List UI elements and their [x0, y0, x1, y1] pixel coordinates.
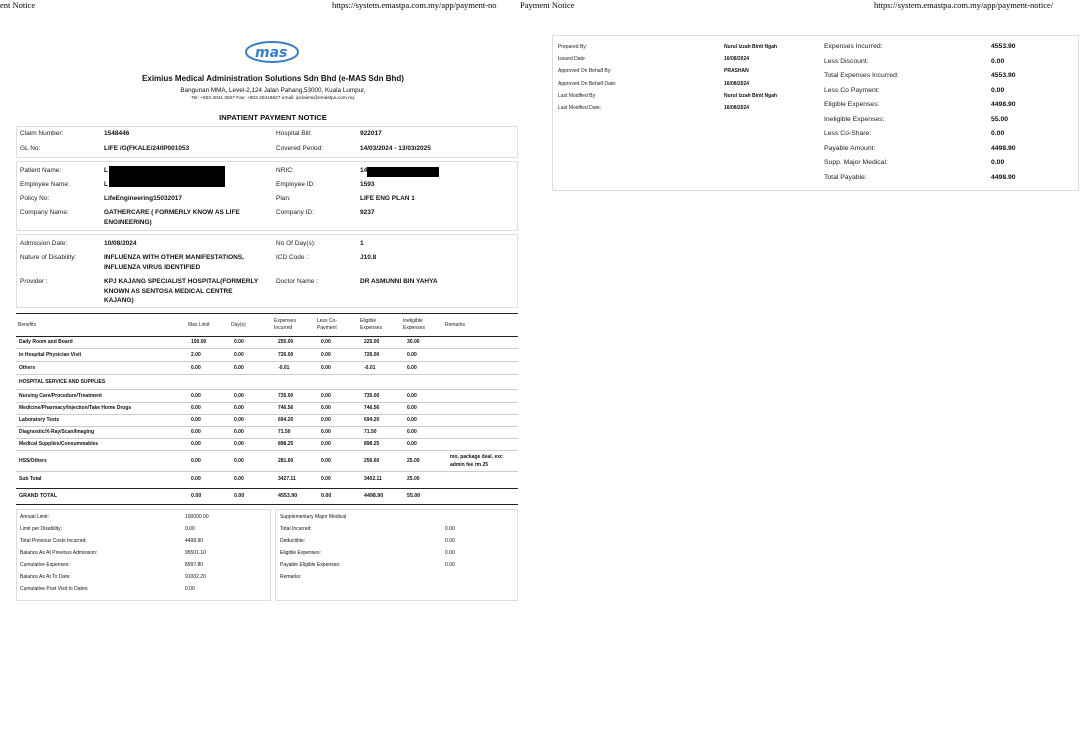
days-value: 0.00 [234, 352, 244, 358]
company-name-line-1: GATHERCARE ( FORMERLY KNOW AS LIFE [104, 209, 240, 216]
benefits-table [16, 313, 518, 505]
ineligible-expenses: 0.00 [407, 429, 417, 435]
left-page-title: ent Notice [0, 0, 36, 10]
disability-line-1: INFLUENZA WITH OTHER MANIFESTATIONS, [104, 254, 244, 261]
section-label: HOSPITAL SERVICE AND SUPPLIES [19, 379, 106, 385]
benefit-name: Diagnostic/X-Ray/Scan/Imaging [19, 429, 95, 435]
deductible-label: Deductible: [280, 538, 306, 544]
less-co-payment: 0.00 [321, 393, 331, 399]
limits-section [16, 509, 271, 601]
benefit-name: GRAND TOTAL [19, 493, 58, 499]
company-id-label: Company ID: [276, 209, 314, 216]
supplementary-section [275, 509, 518, 601]
benefit-name: Medical Supplies/Consummables [19, 441, 99, 447]
prepared-by: Nurul Izzah Binti Ngah [724, 44, 778, 50]
remarks-line-1: mo, package deal, exc [450, 454, 503, 460]
row-divider [16, 361, 518, 362]
ineligible-expenses: 0.00 [407, 417, 417, 423]
limit-disability-label: Limit per Disability: [20, 526, 62, 532]
gl-no: LIFE /G(FKALE/24/IP001053 [104, 145, 190, 152]
ineligible-expenses: 0.00 [407, 441, 417, 447]
nric-label: NRIC: [276, 167, 294, 174]
expenses-incurred: 694.20 [278, 417, 294, 423]
provider-label: Provider : [20, 278, 48, 285]
supp-major-label: Supp. Major Medical: [824, 159, 888, 166]
company-address: Bangunan MMA, Level-2,124 Jalan Pahang,53000, Kuala Lumpur, [180, 87, 366, 94]
post-visit-label: Cumulative Post Visit to Dates: [20, 586, 89, 592]
doctor-label: Doctor Name : [276, 278, 318, 285]
table-rule [16, 488, 518, 489]
days: 1 [360, 240, 364, 247]
cumulative-label: Cumulative Expenses: [20, 562, 70, 568]
right-page-title: Payment Notice [520, 0, 575, 10]
company-name-line-2: ENGINEERING) [104, 219, 152, 226]
approved-date: 16/08/2024 [724, 81, 750, 87]
limit-disability: 0.00 [185, 526, 195, 532]
issued-date-label: Issued Date: [558, 56, 587, 62]
benefit-name: Sub Total [19, 476, 42, 482]
days-value: 0.00 [234, 458, 244, 464]
max-limit: 0.00 [191, 476, 201, 482]
eligible-expenses: 4498.90 [364, 493, 384, 499]
payable-label: Payable Eligible Expenses: [280, 562, 341, 568]
max-limit: 0.00 [191, 458, 201, 464]
max-limit: 0.00 [191, 429, 201, 435]
claim-section [16, 126, 518, 158]
approved-by: PRASHAN [724, 68, 749, 74]
expenses-incurred: 255.00 [278, 339, 294, 345]
max-limit: 0.00 [191, 441, 201, 447]
max-limit: 0.00 [191, 365, 201, 371]
total-expenses-label: Total Expenses Incurred: [824, 72, 899, 79]
eligible-expenses: 256.60 [364, 458, 380, 464]
annual-limit: 100000.00 [185, 514, 209, 520]
col-remarks: Remarks [445, 322, 466, 328]
eligible-expenses: 898.25 [364, 441, 380, 447]
row-divider [16, 348, 518, 349]
employee-id-label: Employee ID: [276, 181, 316, 188]
policy-no: LifeEngineering15032017 [104, 195, 183, 202]
days-value: 0.00 [234, 417, 244, 423]
col-less-1: Less Co- [317, 318, 338, 324]
cumulative: 8997.80 [185, 562, 204, 568]
policy-no-label: Policy No: [20, 195, 50, 202]
less-co-payment: 0.00 [991, 87, 1005, 94]
benefit-name: Daily Room and Board [19, 339, 73, 345]
less-co-payment: 0.00 [321, 429, 331, 435]
payable-amount-label: Payable Amount: [824, 145, 876, 152]
days-value: 0.00 [234, 405, 244, 411]
less-co-payment: 0.00 [321, 405, 331, 411]
doctor-name: DR ASMUNNI BIN YAHYA [360, 278, 438, 285]
col-days: Day(s) [231, 322, 246, 328]
max-limit: 150.00 [191, 339, 207, 345]
company-contact: Tel: +603 4041 3627 Fax: +603 40418627 email: ipclaims@emastpa.com.my [191, 96, 355, 101]
max-limit: 0.00 [191, 393, 201, 399]
prev-costs-label: Total Previous Costs Incurred: [20, 538, 87, 544]
disability-line-2: INFLUENZA VIRUS IDENTIFIED [104, 264, 201, 271]
ineligible-expenses: 0.00 [407, 405, 417, 411]
eligible-expenses: 225.00 [364, 339, 380, 345]
expenses-incurred: 3427.11 [278, 476, 296, 482]
less-co-payment-label: Less Co Payment: [824, 87, 880, 94]
less-co-payment: 0.00 [321, 417, 331, 423]
less-discount: 0.00 [991, 58, 1005, 65]
provider-line-2: KNOWN AS SENTOSA MEDICAL CENTRE [104, 288, 233, 295]
total-payable: 4498.90 [991, 174, 1016, 181]
col-ineligible-2: Expenses [403, 325, 425, 331]
col-eligible-2: Expenses [360, 325, 382, 331]
eligible-expenses-label: Eligible Expenses: [824, 101, 880, 108]
plan: LIFE ENG PLAN 1 [360, 195, 415, 202]
days-value: 0.00 [234, 429, 244, 435]
ineligible-expenses: 30.00 [407, 339, 420, 345]
plan-label: Plan: [276, 195, 291, 202]
expenses-incurred: 281.60 [278, 458, 294, 464]
employee-name: L [104, 181, 108, 188]
eligible-expenses: 726.00 [364, 352, 380, 358]
days-value: 0.00 [234, 339, 244, 345]
balance-date-label: Balance As At To Date: [20, 574, 71, 580]
employee-name-label: Employee Name: [20, 181, 70, 188]
eligible-expenses: 694.20 [364, 417, 380, 423]
gl-no-label: GL No: [20, 145, 41, 152]
left-page-url: https://system.emastpa.com.my/app/payment-no [332, 0, 497, 10]
redaction-block [109, 166, 225, 187]
row-divider [16, 471, 518, 472]
admission-date-label: Admission Date: [20, 240, 68, 247]
expenses-incurred: 735.00 [278, 393, 294, 399]
icd-label: ICD Code : [276, 254, 309, 261]
table-rule [16, 313, 518, 314]
approval-summary-panel [552, 35, 1079, 191]
less-co-share-label: Less Co-Share: [824, 130, 872, 137]
patient-name: L [104, 167, 108, 174]
right-page-url: https://system.emastpa.com.my/app/payment-notice/ [874, 0, 1054, 10]
deductible: 0.00 [445, 538, 455, 544]
less-co-payment: 0.00 [321, 441, 331, 447]
ineligible-expenses: 55.00 [991, 116, 1009, 123]
expenses-incurred: 746.56 [278, 405, 294, 411]
eligible-label: Eligible Expenses: [280, 550, 321, 556]
less-co-payment: 0.00 [321, 365, 331, 371]
patient-section [16, 161, 518, 231]
eligible-expenses: 735.00 [364, 393, 380, 399]
col-max-limit: Max Limit [188, 322, 210, 328]
total-incurred-label: Total Incurred: [280, 526, 312, 532]
col-expenses-2: Incurred [274, 325, 293, 331]
less-co-payment: 0.00 [321, 458, 331, 464]
col-expenses-1: Expenses [274, 318, 296, 324]
less-co-payment: 0.00 [321, 476, 331, 482]
col-less-2: Payment [317, 325, 337, 331]
row-divider [16, 426, 518, 427]
prepared-by-label: Prepared By: [558, 44, 588, 50]
max-limit: 2.00 [191, 352, 201, 358]
covered-period-label: Covered Period: [276, 145, 323, 152]
post-visit: 0.00 [185, 586, 195, 592]
days-value: 0.00 [234, 441, 244, 447]
expenses-incurred: 726.00 [278, 352, 294, 358]
prev-costs: 4498.90 [185, 538, 204, 544]
approved-date-label: Approved On Behalf Date: [558, 81, 617, 87]
table-rule [16, 336, 518, 337]
max-limit: 0.00 [191, 417, 201, 423]
ineligible-expenses: 25.00 [407, 476, 420, 482]
modified-date: 16/08/2024 [724, 105, 750, 111]
col-benefits: Benefits [18, 322, 37, 328]
balance-prev: 95501.10 [185, 550, 206, 556]
emas-logo [244, 40, 300, 64]
company-id: 9237 [360, 209, 375, 216]
total-payable-label: Total Payable: [824, 174, 867, 181]
days-value: 0.00 [234, 493, 245, 499]
supp-major: 0.00 [991, 159, 1005, 166]
hospital-bill: 922017 [360, 130, 382, 137]
balance-prev-label: Balance As At Previous Admission: [20, 550, 98, 556]
redaction-block [367, 167, 439, 177]
days-value: 0.00 [234, 476, 244, 482]
claim-number-label: Claim Number: [20, 130, 64, 137]
col-ineligible-1: Ineligible [403, 318, 423, 324]
remarks-label: Remarks: [280, 574, 302, 580]
benefit-name: Medicine/Pharmacy/Injection/Take Home Drugs [19, 405, 132, 411]
nric: 14 [360, 167, 368, 174]
eligible: 0.00 [445, 550, 455, 556]
modified-by: Nurul Izzah Binti Ngah [724, 93, 778, 99]
ineligible-expenses: 0.00 [407, 393, 417, 399]
days-label: No Of Day(s): [276, 240, 316, 247]
max-limit: 0.00 [191, 405, 201, 411]
ineligible-expenses: 55.00 [407, 493, 421, 499]
expenses-incurred: 4553.90 [278, 493, 298, 499]
ineligible-expenses: 25.00 [407, 458, 420, 464]
issued-date: 16/08/2024 [724, 56, 750, 62]
expenses-incurred-label: Expenses Incurred: [824, 43, 883, 50]
less-co-share: 0.00 [991, 130, 1005, 137]
col-eligible-1: Eligible [360, 318, 377, 324]
total-incurred: 0.00 [445, 526, 455, 532]
less-co-payment: 0.00 [321, 339, 331, 345]
payable: 0.00 [445, 562, 455, 568]
eligible-expenses: 4498.90 [991, 101, 1016, 108]
row-divider [16, 374, 518, 375]
ineligible-expenses-label: Ineligible Expenses: [824, 116, 885, 123]
eligible-expenses: 3402.11 [364, 476, 382, 482]
balance-date: 91002.20 [185, 574, 206, 580]
less-co-payment: 0.00 [321, 493, 332, 499]
modified-by-label: Last Modified By: [558, 93, 597, 99]
eligible-expenses: -0.01 [364, 365, 376, 371]
benefit-name: In Hospital Physician Visit [19, 352, 82, 358]
benefit-name: Nursing Care/Procedure/Treatment [19, 393, 102, 399]
approved-by-label: Approved On Behalf By: [558, 68, 612, 74]
total-expenses: 4553.90 [991, 72, 1016, 79]
provider-line-3: KAJANG) [104, 297, 134, 304]
hospital-bill-label: Hospital Bill: [276, 130, 312, 137]
max-limit: 0.00 [191, 493, 202, 499]
employee-id: 1593 [360, 181, 375, 188]
less-discount-label: Less Discount: [824, 58, 869, 65]
expenses-incurred: 71.50 [278, 429, 291, 435]
admission-date: 10/08/2024 [104, 240, 137, 247]
patient-name-label: Patient Name: [20, 167, 62, 174]
ineligible-expenses: 0.00 [407, 352, 417, 358]
payable-amount: 4498.90 [991, 145, 1016, 152]
eligible-expenses: 71.50 [364, 429, 377, 435]
expenses-incurred: -0.01 [278, 365, 290, 371]
table-rule [16, 504, 518, 505]
admission-section [16, 234, 518, 308]
row-divider [16, 438, 518, 439]
eligible-expenses: 746.56 [364, 405, 380, 411]
expenses-incurred: 4553.90 [991, 43, 1016, 50]
svg-text:mas: mas [255, 45, 288, 61]
days-value: 0.00 [234, 365, 244, 371]
annual-limit-label: Annual Limit: [20, 514, 49, 520]
days-value: 0.00 [234, 393, 244, 399]
benefit-name: Laboratory Tests [19, 417, 60, 423]
remarks-line-2: admin fee rm 25 [450, 462, 489, 468]
row-divider [16, 402, 518, 403]
expenses-incurred: 898.25 [278, 441, 294, 447]
company-name-label: Company Name: [20, 209, 69, 216]
benefit-name: Others [19, 365, 36, 371]
row-divider [16, 450, 518, 451]
claim-number: 1548446 [104, 130, 130, 137]
row-divider [16, 414, 518, 415]
row-divider [16, 389, 518, 390]
less-co-payment: 0.00 [321, 352, 331, 358]
provider-line-1: KPJ KAJANG SPECIALIST HOSPITAL(FORMERLY [104, 278, 259, 285]
modified-date-label: Last Modified Date: [558, 105, 602, 111]
company-name: Eximius Medical Administration Solutions Sdn Bhd (e-MAS Sdn Bhd) [142, 74, 404, 83]
supplementary-title: Supplementary Major Medical [280, 514, 347, 520]
disability-label: Nature of Disability: [20, 254, 77, 261]
benefit-name: HSS/Others [19, 458, 47, 464]
covered-period: 14/03/2024 - 13/03/2025 [360, 145, 431, 152]
ineligible-expenses: 0.00 [407, 365, 417, 371]
icd-code: J10.8 [360, 254, 377, 261]
document-title: INPATIENT PAYMENT NOTICE [219, 113, 327, 122]
